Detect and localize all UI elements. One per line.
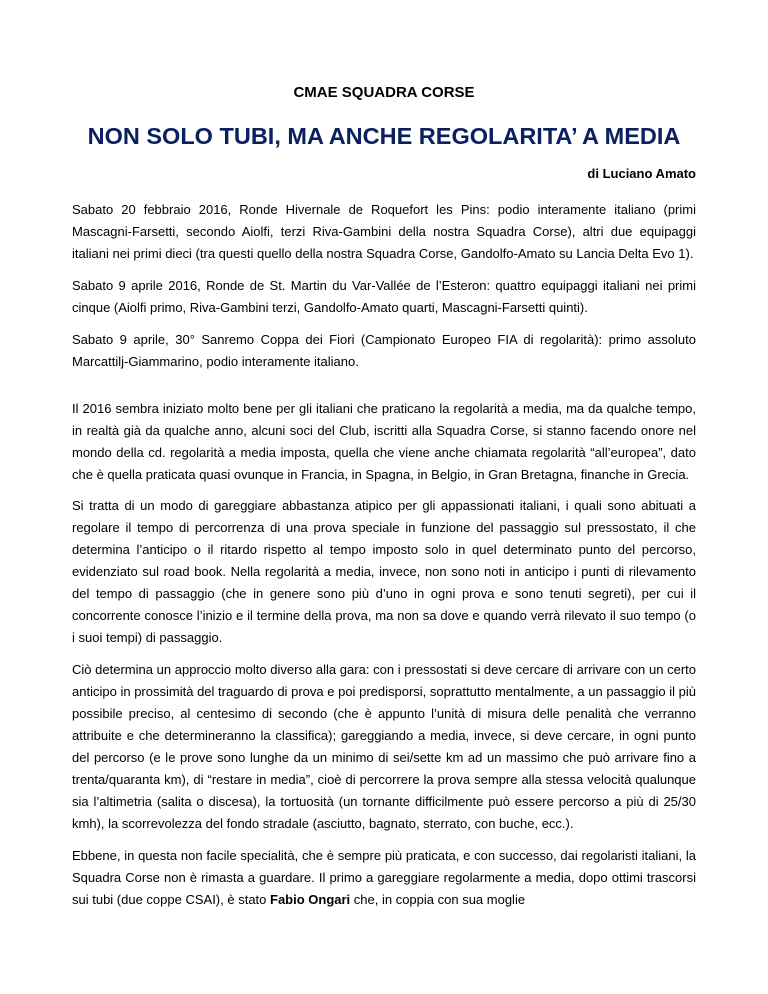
paragraph-intro-2016: Il 2016 sembra iniziato molto bene per gli italiani che praticano la regolarità a media, ma da qualche tempo, in realtà già da qualche anno, alcuni soci del Club, iscritti alla Squadra Corse, si stanno facendo onore nel mondo della cd. regolarità a media imposta, quella che viene anche chiamata regolarità “all’europea”, dato che è quella praticata quasi ovunque in Francia, in Spagna, in Belgio, in Gran Bretagna, finanche in Grecia.: [72, 401, 696, 482]
organization-heading: CMAE SQUADRA CORSE: [293, 84, 475, 101]
article-title: NON SOLO TUBI, MA ANCHE REGOLARITA’ A MEDIA: [87, 123, 681, 149]
paragraph-text-before: Ebbene, in questa non facile specialità, che è sempre più praticata, e con successo, dai regolaristi italiani, la Squadra Corse non è rimasta a guardare. Il primo a gareggiare regolarmente a media, dopo ottimi trascorsi sui tubi (due coppe CSAI), è stato: [72, 848, 696, 907]
paragraph-approach: Ciò determina un approccio molto diverso alla gara: con i pressostati si deve cercare di arrivare con un certo anticipo in prossimità del traguardo di prova e poi predisporsi, soprattutto mentalmente, a un passaggio il più possibile preciso, al centesimo di secondo (che è appunto l’unità di misura delle penalità che verranno attribuite e che determineranno la classifica); gareggiando a media, invece, si deve cercare, in ogni punto del percorso (e le prove sono lunghe da un minimo di sei/sette km ad un massimo che può arrivare fino a trenta/quaranta km), di “restare in media”, cioè di percorrere la prova sempre alla stessa velocità qualunque sia l’altimetria (salita o discesa), la tortuosità (un tornante difficilmente può essere percorso a più di 25/30 kmh), la scorrevolezza del fondo stradale (asciutto, bagnato, sterrato, con buche, ecc.).: [72, 662, 696, 831]
paragraph-squadra-corse: [72, 845, 696, 911]
paragraph-atypical-format: Si tratta di un modo di gareggiare abbastanza atipico per gli appassionati italiani, i quali sono abituati a regolare il tempo di percorrenza di una prova speciale in funzione del passaggio sul pressostato, il che determina l’anticipo o il ritardo rispetto al tempo imposto solo in quel determinato punto del percorso, evidenziato sul road book. Nella regolarità a media, invece, non sono noti in anticipo i punti di rilevamento del tempo di passaggio (che in genere sono più d’uno in ogni prova e sono tenuti segreti), per cui il concorrente conosce l’inizio e il termine della prova, ma non sa dove e quando verrà rilevato il suo tempo (o i suoi tempi) di passaggio.: [72, 498, 696, 645]
paragraph-result-sanremo: Sabato 9 aprile, 30° Sanremo Coppa dei Fiori (Campionato Europeo FIA di regolarità): primo assoluto Marcattilj-Giammarino, podio interamente italiano.: [72, 332, 696, 369]
author-byline: di Luciano Amato: [587, 166, 696, 181]
paragraph-result-roquefort: Sabato 20 febbraio 2016, Ronde Hivernale de Roquefort les Pins: podio interamente italiano (primi Mascagni-Farsetti, secondo Aiolfi, terzi Riva-Gambini della nostra Squadra Corse), altri due equipaggi italiani nei primi dieci (tra questi quello della nostra Squadra Corse, Gandolfo-Amato su Lancia Delta Evo 1).: [72, 202, 696, 261]
person-name: Fabio Ongari: [270, 892, 351, 907]
paragraph-result-st-martin: Sabato 9 aprile 2016, Ronde de St. Martin du Var-Vallée de l’Esteron: quattro equipaggi italiani nei primi cinque (Aiolfi primo, Riva-Gambini terzi, Gandolfo-Amato quarti, Mascagni-Farsetti quinti).: [72, 278, 696, 315]
article: [72, 83, 696, 921]
paragraph-text-after: che, in coppia con sua moglie: [350, 892, 526, 907]
